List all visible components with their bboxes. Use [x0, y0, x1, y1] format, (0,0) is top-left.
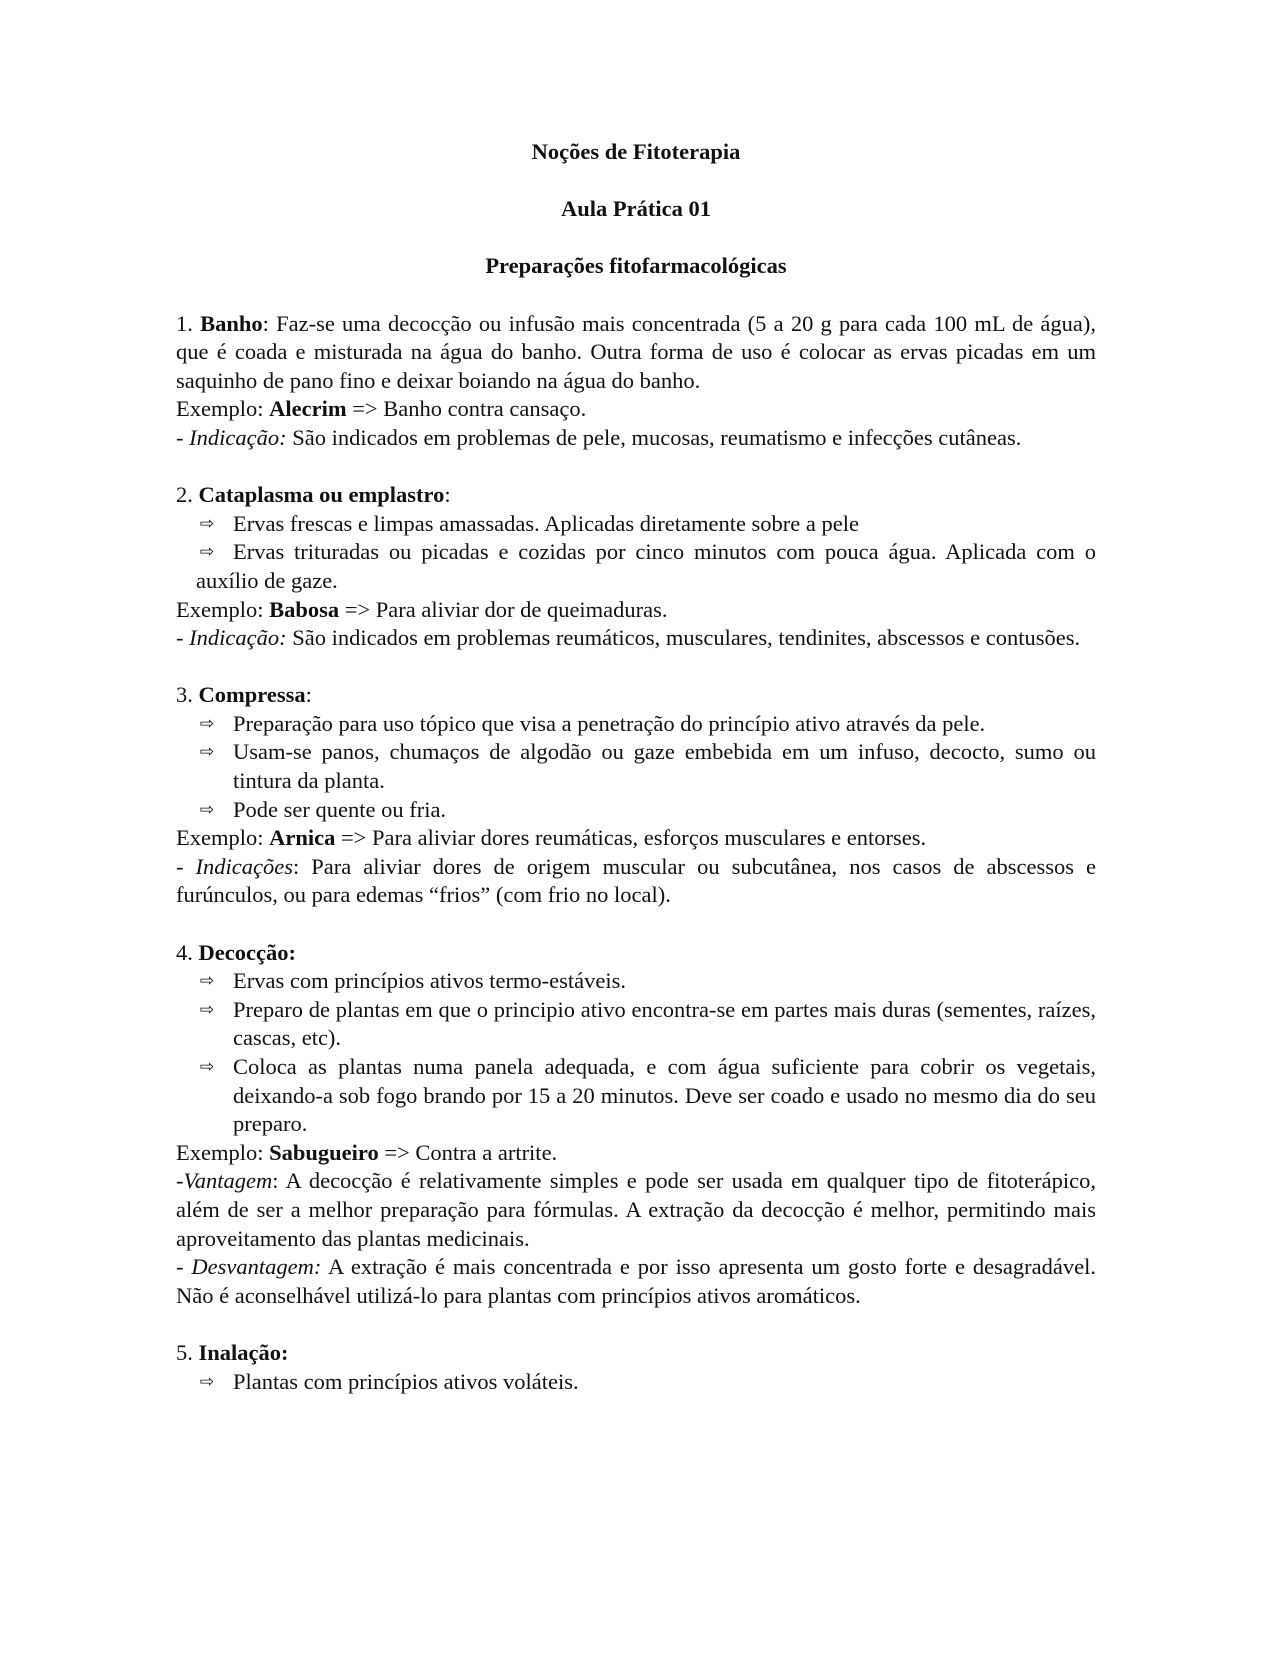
- section-compressa: [176, 681, 1096, 910]
- section-title: Compressa: [198, 682, 306, 708]
- document-page: [176, 138, 1096, 1396]
- section-number: 2.: [176, 482, 193, 508]
- indication-text: : Para aliviar dores de origem muscular ou subcutânea, nos casos de abscessos e furúnculos, ou para edemas “frios” (com frio no local).: [176, 853, 1097, 908]
- arrow-right-outline-icon: ⇨: [199, 542, 215, 563]
- section-text: : Faz-se uma decocção ou infusão mais concentrada (5 a 20 g para cada 100 mL de água), que é coada e misturada na água do banho. Outra forma de uso é colocar as ervas picadas em um saquinho de pano fino e deixar boiando na água do banho.: [176, 310, 1096, 393]
- arrow-right-outline-icon: ⇨: [199, 999, 215, 1020]
- list-item-text: Coloca as plantas numa panela adequada, e com água suficiente para cobrir os vegetais, deixando-a sob fogo brando por 15 a 20 minutos. Deve ser coado e usado no mesmo dia do seu preparo.: [233, 1054, 1096, 1137]
- list-item-text: Ervas trituradas ou picadas e cozidas por cinco minutos com pouca água. Aplicada com o auxílio de gaze.: [196, 539, 1096, 593]
- spacer: [176, 281, 1096, 310]
- disadvantage-text: A extração é mais concentrada e por isso apresenta um gosto forte e desagradável. Não é aconselhável utilizá-lo para plantas com princípios ativos aromáticos.: [176, 1254, 1096, 1308]
- decoccao-advantage: [176, 1167, 1096, 1253]
- section-title: Cataplasma ou emplastro: [198, 482, 445, 508]
- cataplasma-indication: [176, 624, 1096, 653]
- compressa-example: [176, 824, 1096, 853]
- example-plant: Babosa: [269, 596, 340, 622]
- arrow-right-outline-icon: ⇨: [199, 971, 215, 992]
- example-plant: Sabugueiro: [269, 1139, 379, 1165]
- arrow-right-outline-icon: ⇨: [199, 513, 215, 534]
- indication-label: Indicação:: [189, 625, 287, 651]
- compressa-heading: [176, 681, 1096, 710]
- example-label: Exemplo:: [176, 825, 270, 851]
- section-colon: :: [444, 482, 451, 508]
- banho-example: [176, 395, 1096, 424]
- compressa-indication: [176, 853, 1096, 910]
- list-item: [176, 510, 1096, 539]
- example-text: => Contra a artrite.: [378, 1139, 558, 1165]
- example-plant: Alecrim: [269, 396, 347, 422]
- spacer: [176, 453, 1096, 482]
- arrow-right-outline-icon: ⇨: [199, 742, 215, 763]
- list-item-text: Preparo de plantas em que o principio ativo encontra-se em partes mais duras (sementes, raízes, cascas, etc).: [233, 996, 1096, 1051]
- inalacao-heading: [176, 1339, 1096, 1368]
- list-item-text: Plantas com princípios ativos voláteis.: [233, 1368, 579, 1394]
- lesson-title: Aula Prática 01: [561, 196, 711, 222]
- indication-text: São indicados em problemas de pele, mucosas, reumatismo e infecções cutâneas.: [286, 424, 1022, 450]
- arrow-right-outline-icon: ⇨: [199, 799, 215, 820]
- indication-dash: -: [176, 853, 196, 879]
- example-text: => Para aliviar dor de queimaduras.: [339, 596, 668, 622]
- indication-dash: -: [176, 424, 190, 450]
- cataplasma-heading: [176, 481, 1096, 510]
- decoccao-disadvantage: [176, 1253, 1096, 1310]
- list-item-text: Preparação para uso tópico que visa a penetração do princípio ativo através da pele.: [233, 710, 986, 736]
- spacer: [176, 653, 1096, 682]
- section-number: 4.: [176, 939, 193, 965]
- list-item-text: Pode ser quente ou fria.: [233, 796, 447, 822]
- section-title: Inalação:: [198, 1339, 289, 1365]
- indication-label: Indicação:: [189, 424, 287, 450]
- decoccao-bullets: [176, 967, 1096, 1139]
- advantage-dash: -: [176, 1168, 184, 1194]
- indication-label: Indicações: [195, 853, 293, 879]
- cataplasma-bullets: [176, 510, 1096, 596]
- advantage-label: Vantagem: [183, 1168, 273, 1194]
- list-item: [176, 996, 1096, 1053]
- example-plant: Arnica: [269, 825, 336, 851]
- banho-description: [176, 310, 1096, 396]
- example-label: Exemplo:: [176, 396, 270, 422]
- disadvantage-label: Desvantagem:: [191, 1254, 322, 1280]
- list-item-text: Usam-se panos, chumaços de algodão ou gaze embebida em um infuso, decocto, sumo ou tintura da planta.: [233, 739, 1096, 794]
- list-item-text: Ervas frescas e limpas amassadas. Aplicadas diretamente sobre a pele: [233, 510, 860, 536]
- indication-dash: -: [176, 625, 190, 651]
- section-banho: [176, 310, 1096, 453]
- decoccao-example: [176, 1139, 1096, 1168]
- list-item-text: Ervas com princípios ativos termo-estáveis.: [233, 968, 627, 994]
- section-colon: :: [305, 682, 312, 708]
- list-item: [176, 1368, 1096, 1397]
- banho-indication: [176, 424, 1096, 453]
- example-text: => Banho contra cansaço.: [346, 396, 587, 422]
- inalacao-bullets: [176, 1368, 1096, 1397]
- spacer: [176, 910, 1096, 939]
- advantage-text: : A decocção é relativamente simples e pode ser usada em qualquer tipo de fitoterápico, além de ser a melhor preparação para fórmulas. A extração da decocção é melhor, permitindo mais aproveitamento das plantas medicinais.: [176, 1168, 1096, 1251]
- arrow-right-outline-icon: ⇨: [199, 713, 215, 734]
- section-cataplasma: [176, 481, 1096, 653]
- course-title: Noções de Fitoterapia: [531, 139, 741, 164]
- section-inalacao: [176, 1339, 1096, 1396]
- list-item: [176, 1053, 1096, 1139]
- decoccao-heading: [176, 939, 1096, 968]
- list-item: [176, 967, 1096, 996]
- section-number: 5.: [176, 1339, 193, 1365]
- list-item: [176, 738, 1096, 795]
- section-title: Banho: [200, 310, 263, 336]
- spacer: [176, 1310, 1096, 1339]
- list-item: [176, 538, 1096, 595]
- topic-title: Preparações fitofarmacológicas: [485, 253, 787, 279]
- list-item: [176, 710, 1096, 739]
- list-item: [176, 796, 1096, 825]
- section-title: Decocção:: [198, 939, 296, 965]
- section-decoccao: [176, 939, 1096, 1311]
- disadvantage-dash: -: [176, 1254, 192, 1280]
- compressa-bullets: [176, 710, 1096, 824]
- cataplasma-example: [176, 596, 1096, 625]
- indication-text: São indicados em problemas reumáticos, musculares, tendinites, abscessos e contusões.: [286, 625, 1081, 651]
- example-label: Exemplo:: [176, 1139, 270, 1165]
- section-number: 1.: [176, 310, 193, 336]
- example-text: => Para aliviar dores reumáticas, esforços musculares e entorses.: [335, 825, 927, 851]
- arrow-right-outline-icon: ⇨: [199, 1371, 215, 1392]
- section-number: 3.: [176, 682, 193, 708]
- arrow-right-outline-icon: ⇨: [199, 1057, 215, 1077]
- example-label: Exemplo:: [176, 596, 270, 622]
